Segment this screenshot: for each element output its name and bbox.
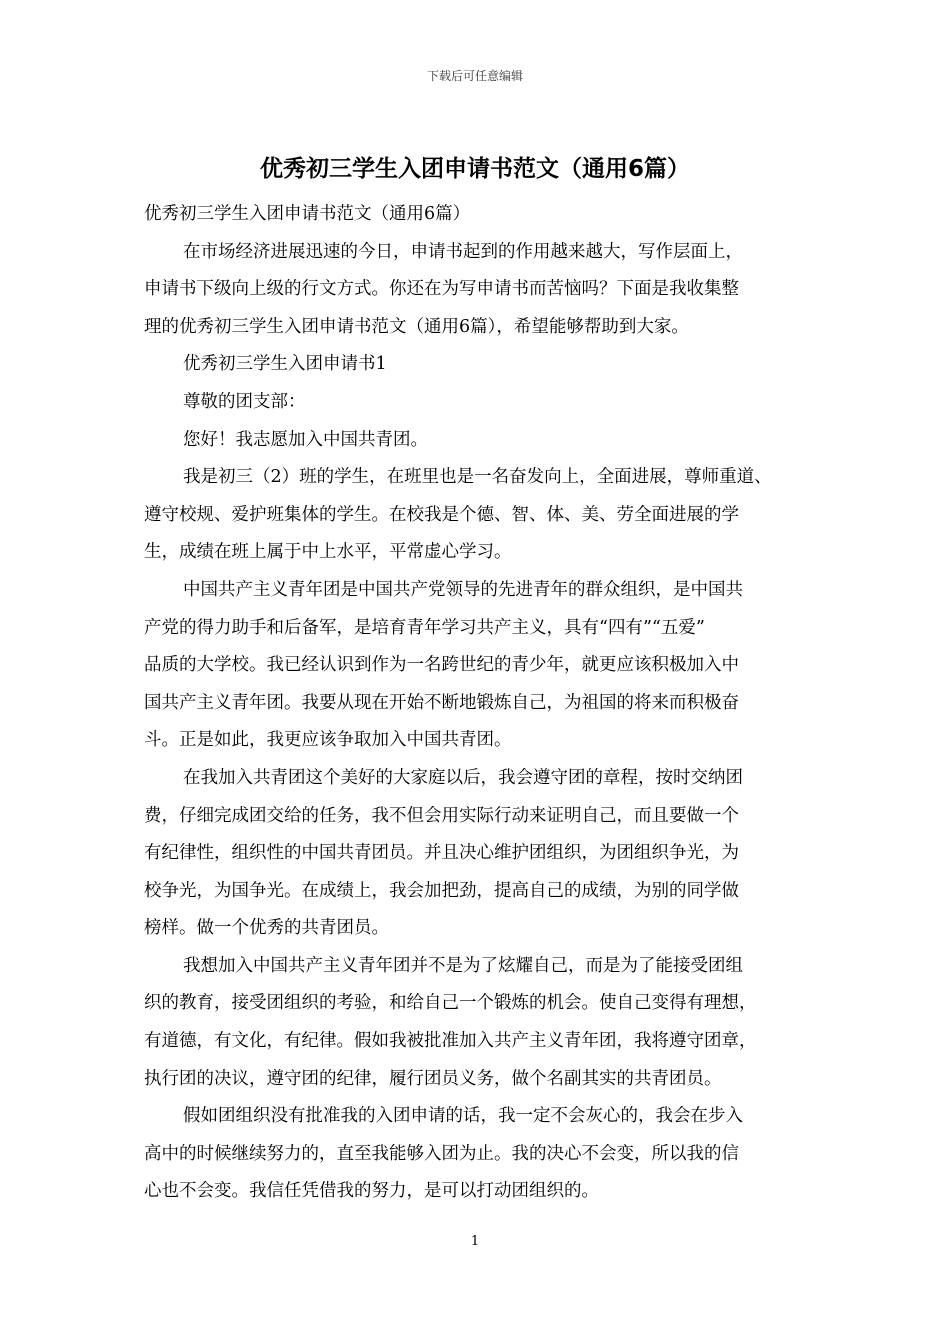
text-line: 品质的大学校。我已经认识到作为一名跨世纪的青少年，就更应该积极加入中 <box>144 655 739 676</box>
text-line: 理的优秀初三学生入团申请书范文（通用6篇），希望能够帮助到大家。 <box>144 316 689 337</box>
text-line: 有道德，有文化，有纪律。假如我被批准加入共产主义青年团，我将遵守团章， <box>144 1031 757 1052</box>
text-line: 中国共产主义青年团是中国共产党领导的先进青年的群众组织，是中国共 <box>183 579 743 600</box>
text-line: 校争光，为国争光。在成绩上，我会加把劲，提高自己的成绩，为别的同学做 <box>144 880 739 901</box>
page-number: 1 <box>470 1234 480 1249</box>
text-line: 优秀初三学生入团申请书1 <box>183 354 387 375</box>
text-line: 我是初三（2）班的学生，在班里也是一名奋发向上，全面进展，尊师重道、 <box>183 467 772 488</box>
text-line: 假如团组织没有批准我的入团申请的话，我一定不会灰心的，我会在步入 <box>183 1106 743 1127</box>
text-line: 您好！我志愿加入中国共青团。 <box>183 429 428 450</box>
text-line: 遵守校规、爱护班集体的学生。在校我是个德、智、体、美、劳全面进展的学 <box>144 504 739 525</box>
text-line: 国共产主义青年团。我要从现在开始不断地锻炼自己，为祖国的将来而积极奋 <box>144 692 739 713</box>
text-line: 心也不会变。我信任凭借我的努力，是可以打动团组织的。 <box>144 1181 599 1202</box>
text-line: 高中的时候继续努力的，直至我能够入团为止。我的决心不会变，所以我的信 <box>144 1143 739 1164</box>
text-line: 织的教育，接受团组织的考验，和给自己一个锻炼的机会。使自己变得有理想， <box>144 993 757 1014</box>
text-line: 生，成绩在班上属于中上水平，平常虚心学习。 <box>144 542 512 563</box>
text-line: 产党的得力助手和后备军，是培育青年学习共产主义，具有“四有”“五爱” <box>144 617 705 638</box>
text-line: 优秀初三学生入团申请书范文（通用6篇） <box>144 204 471 224</box>
text-line: 费，仔细完成团交给的任务，我不但会用实际行动来证明自己，而且要做一个 <box>144 805 739 826</box>
text-line: 我想加入中国共产主义青年团并不是为了炫耀自己，而是为了能接受团组 <box>183 955 743 976</box>
document-body <box>144 196 814 1211</box>
text-line: 尊敬的团支部： <box>183 391 306 412</box>
document-title: 优秀初三学生入团申请书范文（通用6篇） <box>259 156 690 182</box>
text-line: 榜样。做一个优秀的共青团员。 <box>144 918 389 939</box>
page-header-note: 下载后可任意编辑 <box>426 69 523 83</box>
text-line: 在市场经济进展迅速的今日，申请书起到的作用越来越大，写作层面上， <box>183 241 743 262</box>
text-line: 在我加入共青团这个美好的大家庭以后，我会遵守团的章程，按时交纳团 <box>183 767 743 788</box>
text-line: 有纪律性，组织性的中国共青团员。并且决心维护团组织，为团组织争光，为 <box>144 843 739 864</box>
text-line: 执行团的决议，遵守团的纪律，履行团员义务，做个名副其实的共青团员。 <box>144 1068 722 1089</box>
text-line: 斗。正是如此，我更应该争取加入中国共青团。 <box>144 730 512 751</box>
text-line: 申请书下级向上级的行文方式。你还在为写申请书而苦恼吗？下面是我收集整 <box>144 279 739 300</box>
